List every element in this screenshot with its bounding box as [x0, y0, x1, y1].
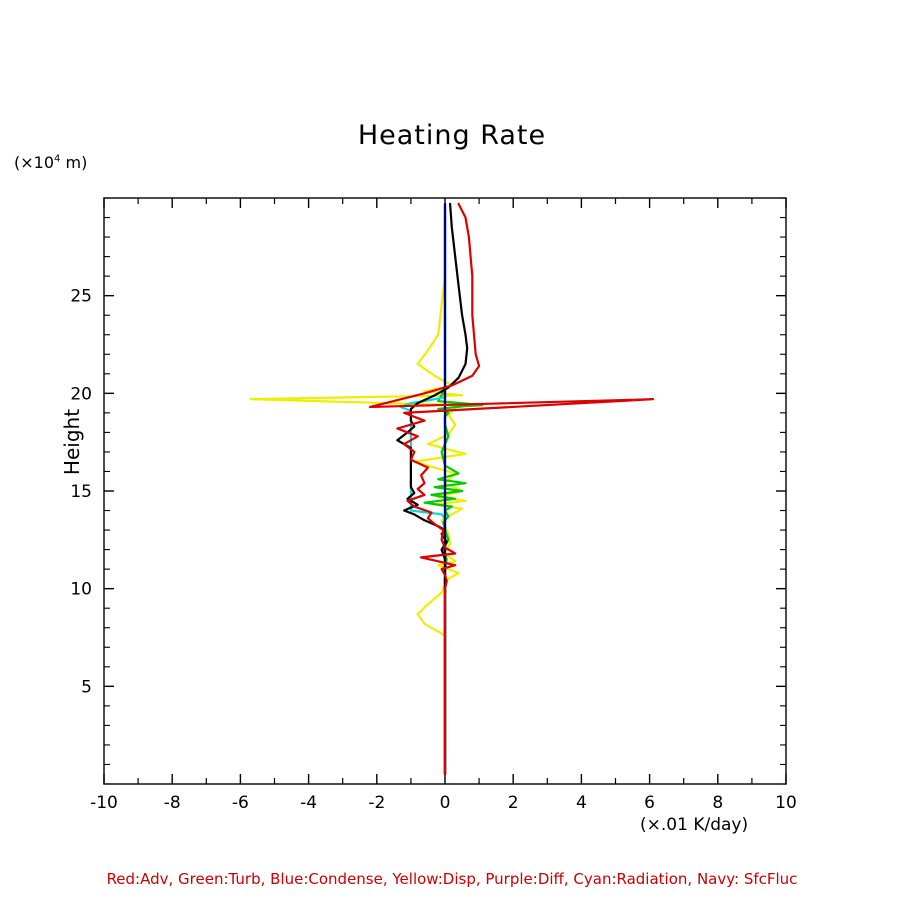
y-tick-label: 5 [81, 677, 92, 698]
series-line-disp [251, 204, 466, 774]
y-tick-label: 10 [70, 579, 92, 600]
x-tick-label: -6 [231, 793, 249, 813]
x-tick-label: 4 [575, 793, 587, 813]
x-tick-label: -2 [368, 793, 386, 813]
x-tick-label: 2 [507, 793, 519, 813]
x-tick-label: 8 [712, 793, 724, 813]
x-tick-label: -4 [300, 793, 318, 813]
x-tick-label: 6 [644, 793, 656, 813]
x-axis-label: (×.01 K/day) [640, 815, 749, 835]
y-tick-label: 20 [70, 384, 92, 405]
series-line-radiation [401, 204, 445, 774]
y-tick-label: 15 [70, 482, 92, 502]
page-title: Heating Rate [357, 120, 547, 151]
series-line-turb [425, 218, 483, 765]
x-tick-label: -8 [163, 793, 181, 813]
x-tick-label: 0 [439, 793, 451, 813]
x-tick-label: -10 [90, 793, 118, 813]
y-axis-label: Height [60, 408, 84, 476]
x-tick-label: 10 [775, 793, 797, 813]
y-tick-label: 25 [70, 286, 92, 307]
legend: Red:Adv, Green:Turb, Blue:Condense, Yellow:Disp, Purple:Diff, Cyan:Radiation, Navy: SfcFluc [106, 870, 798, 888]
y-axis-units: ($\times 10^4$ m) [14, 153, 88, 172]
